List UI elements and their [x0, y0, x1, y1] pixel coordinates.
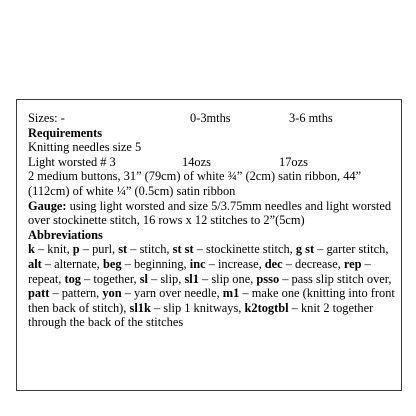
abbreviations-list	[28, 242, 398, 330]
abbr-term: k	[28, 242, 35, 257]
abbr-definition: – repeat,	[28, 256, 371, 286]
abbr-definition: – knit,	[34, 242, 73, 257]
abbr-definition: – increase,	[205, 256, 265, 271]
size-0-3-months: 0-3mths	[190, 111, 231, 125]
abbr-definition: – knit 2 together through the back of the stitches	[28, 300, 374, 330]
abbreviations-heading: Abbreviations	[28, 227, 103, 242]
abbr-term: tog	[64, 271, 81, 286]
notions-text: 2 medium buttons, 31” (79cm) of white ¾” (2cm) satin ribbon, 44” (112cm) of white ¼” (0.5cm) satin ribbon	[28, 169, 362, 198]
abbr-term: st st	[172, 242, 194, 257]
yarn-row	[28, 155, 398, 170]
abbr-term: patt	[28, 286, 50, 301]
abbr-term: yon	[102, 286, 122, 301]
sizes-label: Sizes: -	[28, 111, 65, 125]
abbr-definition: – slip 1 knitways,	[150, 300, 245, 315]
abbr-term: g st	[295, 242, 315, 257]
abbr-definition: – make one (knitting into front then back of stitch),	[28, 286, 395, 315]
gauge-paragraph	[28, 199, 398, 228]
pattern-info-box	[16, 99, 402, 391]
gauge-text: using light worsted and size 5/3.75mm needles and light worsted over stockinette stitch, 16 rows x 12 stitches to 2”(5cm)	[28, 198, 392, 228]
abbr-term: alt	[28, 256, 42, 271]
sizes-row	[28, 111, 398, 126]
requirements-heading: Requirements	[28, 125, 103, 140]
abbr-term: m1	[222, 286, 240, 301]
size-3-6-months: 3-6 mths	[289, 111, 333, 125]
abbr-definition: – together,	[81, 271, 140, 286]
abbr-term: sl	[139, 271, 148, 286]
abbr-term: dec	[264, 256, 283, 271]
abbr-definition: – stockinette stitch,	[193, 242, 296, 257]
abbr-definition: – pass slip stitch over,	[279, 271, 392, 286]
abbr-definition: – stitch,	[127, 242, 173, 257]
yarn-amount-3-6-months: 17ozs	[279, 154, 308, 169]
pattern-info-content	[28, 111, 398, 330]
needles-text: Knitting needles size 5	[28, 140, 142, 155]
abbr-term: inc	[189, 256, 206, 271]
yarn-amount-0-3-months: 14ozs	[182, 154, 211, 169]
abbr-term: st	[118, 242, 128, 257]
abbr-term: sl1	[184, 271, 199, 286]
abbr-term: psso	[256, 271, 280, 286]
abbr-term: k2togtbl	[244, 300, 289, 315]
abbr-term: p	[72, 242, 80, 257]
abbr-term: beg	[103, 256, 122, 271]
abbr-term: sl1k	[129, 300, 151, 315]
abbr-definition: – purl,	[79, 242, 119, 257]
abbr-definition: – alternate,	[41, 256, 103, 271]
abbr-definition: – slip one,	[198, 271, 257, 286]
gauge-label: Gauge:	[28, 198, 67, 213]
abbr-term: rep	[343, 256, 362, 271]
yarn-label: Light worsted # 3	[28, 154, 116, 169]
abbr-definition: – pattern,	[49, 286, 103, 301]
abbr-definition: – garter stitch,	[314, 242, 389, 257]
abbr-definition: – decrease,	[282, 256, 344, 271]
abbr-definition: – slip,	[147, 271, 185, 286]
abbr-definition: – beginning,	[121, 256, 190, 271]
abbr-definition: – yarn over needle,	[121, 286, 223, 301]
